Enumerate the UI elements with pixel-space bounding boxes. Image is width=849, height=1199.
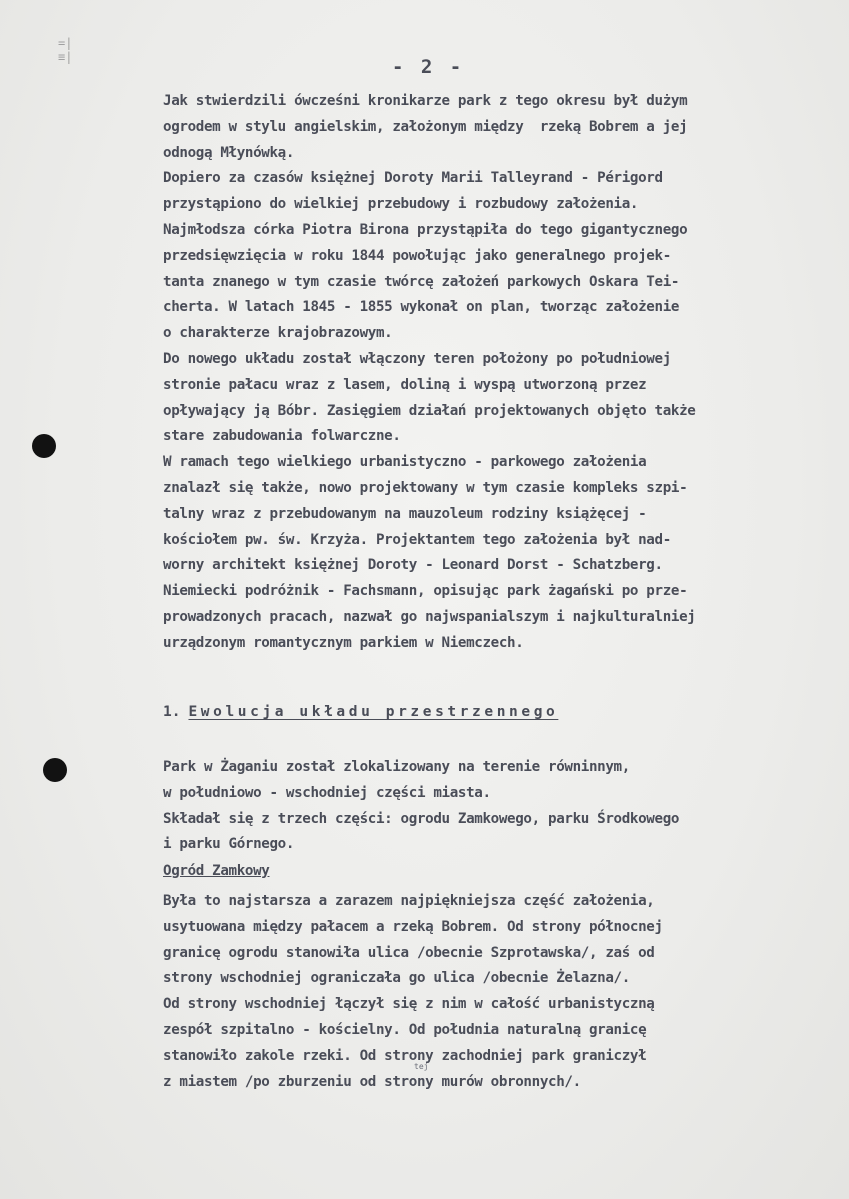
text-line: Park w Żaganiu został zlokalizowany na terenie równinnym, (163, 759, 630, 775)
section-number: 1. (163, 704, 181, 720)
paragraph-location (163, 755, 847, 858)
text-line: Niemiecki podróżnik - Fachsmann, opisując park żagański po prze- (163, 583, 688, 600)
text-line: Od strony wschodniej łączył się z nim w całość urbanistyczną (163, 996, 655, 1013)
paragraph-castle-garden (163, 889, 847, 1095)
text-line: usytuowana między pałacem a rzeką Bobrem. Od strony północnej (163, 918, 663, 935)
text-line: zespół szpitalno - kościelny. Od południa naturalną granicę (163, 1021, 647, 1038)
text-line: Jak stwierdzili ówcześni kronikarze park z tego okresu był dużym (163, 93, 688, 109)
text-line: z miastem /po zburzeniu od strony murów obronnych/. (163, 1073, 581, 1090)
text-line: kościołem pw. św. Krzyża. Projektantem tego założenia był nad- (163, 531, 671, 548)
punch-hole-bottom (43, 758, 67, 782)
margin-pencil-mark: =| ≡| (58, 36, 73, 64)
text-line: stronie pałacu wraz z lasem, doliną i wyspą utworzoną przez (163, 376, 647, 393)
text-line: Składał się z trzech części: ogrodu Zamkowego, parku Środkowego (163, 810, 680, 827)
text-line: ogrodem w stylu angielskim, założonym między rzeką Bobrem a jej (163, 118, 688, 135)
text-line: opływający ją Bóbr. Zasięgiem działań projektowanych objęto także (163, 402, 696, 419)
section-heading (163, 704, 558, 720)
text-line: o charakterze krajobrazowym. (163, 325, 393, 342)
text-line: urządzonym romantycznym parkiem w Niemczech. (163, 634, 524, 651)
text-line: przedsięwzięcia w roku 1844 powołując jako generalnego projek- (163, 247, 671, 264)
text-line: i parku Górnego. (163, 836, 295, 853)
text-line: Najmłodsza córka Piotra Birona przystąpiła do tego gigantycznego (163, 221, 688, 238)
text-line: W ramach tego wielkiego urbanistyczno - parkowego założenia (163, 454, 647, 471)
text-line: cherta. W latach 1845 - 1855 wykonał on plan, tworząc założenie (163, 299, 680, 316)
text-line: talny wraz z przebudowanym na mauzoleum rodziny książęcej - (163, 505, 647, 522)
text-line: granicę ogrodu stanowiła ulica /obecnie Szprotawska/, zaś od (163, 944, 655, 961)
text-line: przystąpiono do wielkiej przebudowy i rozbudowy założenia. (163, 196, 639, 213)
punch-hole-top (32, 434, 56, 458)
text-line: prowadzonych pracach, nazwał go najwspanialszym i najkulturalniej (163, 608, 696, 625)
text-line: Była to najstarsza a zarazem najpiękniejsza część założenia, (163, 893, 655, 909)
text-line: Dopiero za czasów księżnej Doroty Marii Talleyrand - Périgord (163, 170, 663, 187)
section-title: Ewolucja układu przestrzennego (188, 704, 559, 720)
handwritten-insertion: tej (414, 1062, 429, 1071)
text-line: tanta znanego w tym czasie twórcę założeń parkowych Oskara Tei- (163, 273, 680, 290)
text-line: stanowiło zakole rzeki. Od strony zachodniej park graniczył (163, 1047, 647, 1064)
text-line: worny architekt księżnej Doroty - Leonard Dorst - Schatzberg. (163, 557, 663, 574)
paragraph-history (163, 89, 847, 657)
text-line: znalazł się także, nowo projektowany w tym czasie kompleks szpi- (163, 479, 688, 496)
text-line: w południowo - wschodniej części miasta. (163, 784, 491, 801)
page-number: - 2 - (392, 56, 465, 78)
subheading-castle-garden: Ogród Zamkowy (163, 863, 270, 879)
text-line: strony wschodniej ograniczała go ulica /obecnie Żelazna/. (163, 970, 630, 987)
text-line: odnogą Młynówką. (163, 144, 295, 161)
text-line: Do nowego układu został włączony teren położony po południowej (163, 350, 671, 367)
text-line: stare zabudowania folwarczne. (163, 428, 401, 445)
